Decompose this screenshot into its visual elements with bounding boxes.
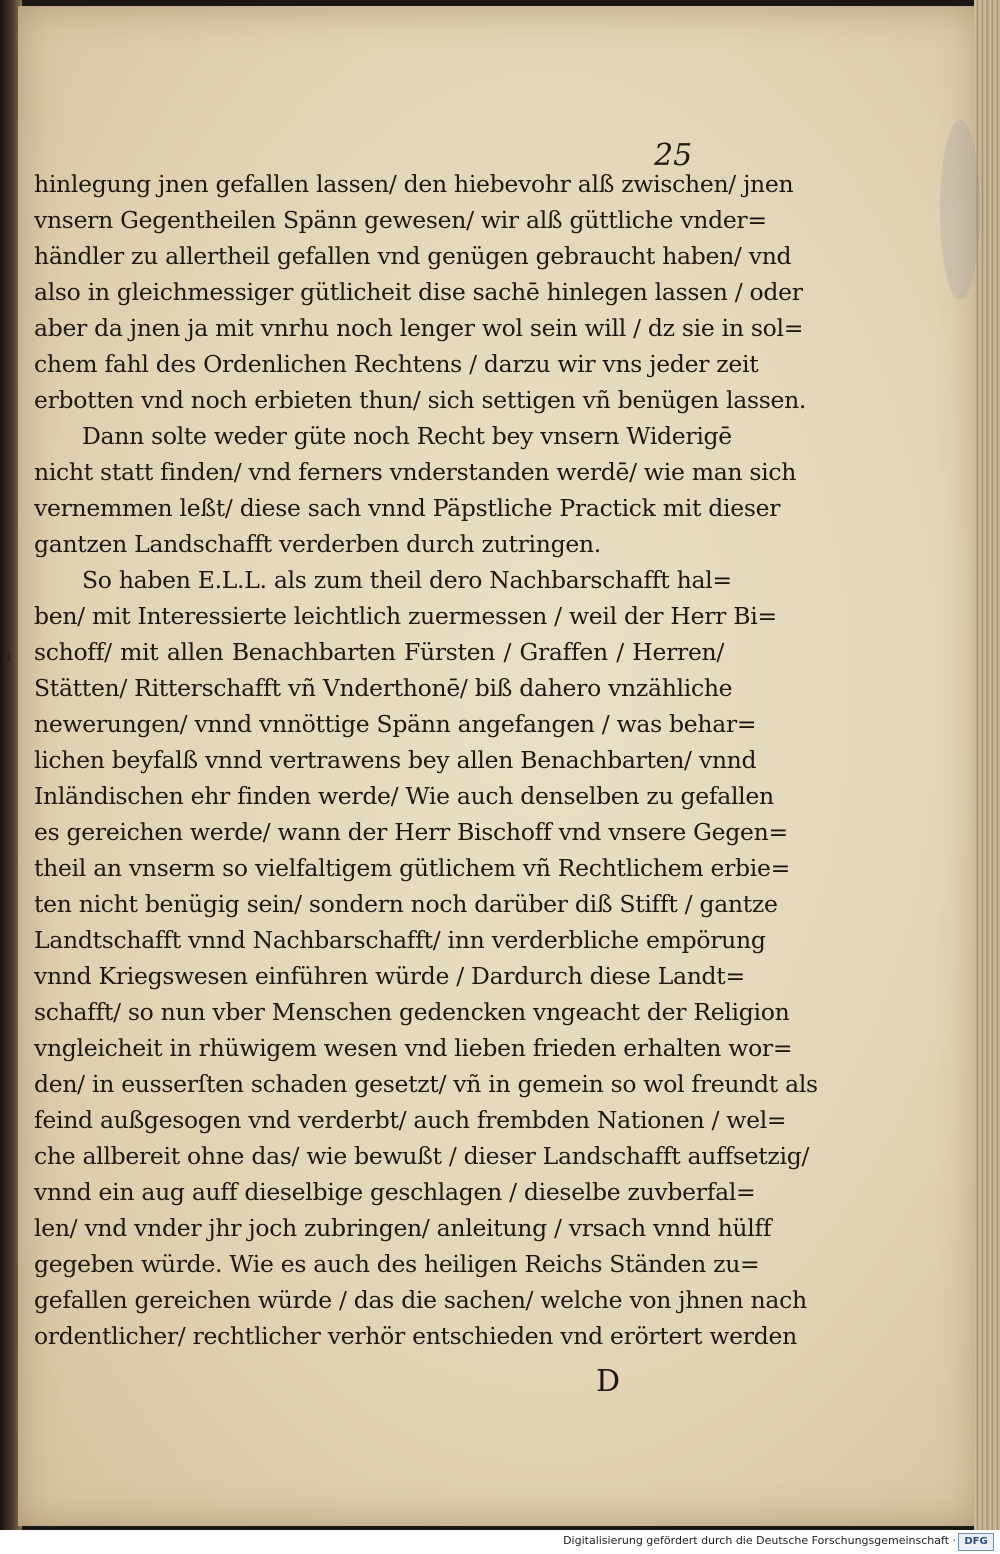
- text-line: feind außgesogen vnd verderbt/ auch frembden Nationen / wel=: [34, 1106, 787, 1134]
- text-line: es gereichen werde/ wann der Herr Bischoff vnd vnsere Gegen=: [34, 818, 788, 846]
- text-line: newerungen/ vnnd vnnöttige Spänn angefangen / was behar=: [34, 710, 757, 738]
- text-line: schafft/ so nun vber Menschen gedencken vngeacht der Religion: [34, 998, 790, 1026]
- text-line: erbotten vnd noch erbieten thun/ sich settigen vñ benügen lassen.: [34, 386, 807, 414]
- text-line: also in gleichmessiger gütlicheit dise sachē hinlegen lassen / oder: [34, 278, 803, 306]
- body-text-continued: [34, 1284, 807, 1364]
- catchword: D: [596, 1364, 621, 1399]
- water-stain: [940, 120, 980, 300]
- text-line: Dann solte weder güte noch Recht bey vnsern Widerigē: [82, 422, 732, 450]
- text-line: Landtschafft vnnd Nachbarschafft/ inn verderbliche empörung: [34, 926, 766, 954]
- text-line: che allbereit ohne das/ wie bewußt / dieser Landschafft auffsetzig/: [34, 1142, 810, 1170]
- text-line: chem fahl des Ordenlichen Rechtens / darzu wir vns jeder zeit: [34, 350, 759, 378]
- funding-credit: Digitalisierung gefördert durch die Deutsche Forschungsgemeinschaft ·: [563, 1534, 956, 1547]
- body-text: [34, 168, 818, 1278]
- text-line: ordentlicher/ rechtlicher verhör entschieden vnd erörtert werden: [34, 1322, 797, 1350]
- left-margin-marks: [2, 640, 16, 704]
- text-line: schoff/ mit allen Benachbarten Fürsten / Graffen / Herren/: [34, 638, 724, 666]
- text-line: Inländischen ehr finden werde/ Wie auch denselben zu gefallen: [34, 782, 774, 810]
- text-line: vngleicheit in rhüwigem wesen vnd lieben frieden erhalten wor=: [34, 1034, 793, 1062]
- text-line: gantzen Landschafft verderben durch zutringen.: [34, 530, 601, 558]
- dfg-logo: DFG: [958, 1533, 994, 1551]
- text-line: hinlegung jnen gefallen lassen/ den hiebevohr alß zwischen/ jnen: [34, 170, 794, 198]
- text-line: aber da jnen ja mit vnrhu noch lenger wol sein will / dz sie in sol=: [34, 314, 804, 342]
- margin-mark: i: [2, 678, 8, 697]
- text-line: nicht statt finden/ vnd ferners vnderstanden werdē/ wie man sich: [34, 458, 797, 486]
- text-line: vnsern Gegentheilen Spänn gewesen/ wir alß güttliche vnder=: [34, 206, 767, 234]
- text-line: vnnd Kriegswesen einführen würde / Dardurch diese Landt=: [34, 962, 745, 990]
- text-line: händler zu allertheil gefallen vnd genügen gebraucht haben/ vnd: [34, 242, 792, 270]
- text-line: len/ vnd vnder jhr joch zubringen/ anleitung / vrsach vnnd hülff: [34, 1214, 772, 1242]
- page-number: 25: [654, 138, 693, 173]
- text-line: gefallen gereichen würde / das die sachen/ welche von jhnen nach: [34, 1286, 807, 1314]
- text-line: lichen beyfalß vnnd vertrawens bey allen Benachbarten/ vnnd: [34, 746, 757, 774]
- text-line: Stätten/ Ritterschafft vñ Vnderthonē/ biß dahero vnzähliche: [34, 674, 733, 702]
- text-line: So haben E.L.L. als zum theil dero Nachbarschafft hal=: [82, 566, 732, 594]
- text-line: den/ in eusserſten schaden gesetzt/ vñ in gemein so wol freundt als: [34, 1070, 818, 1098]
- text-line: ben/ mit Interessierte leichtlich zuermessen / weil der Herr Bi=: [34, 602, 777, 630]
- text-line: ten nicht benügig sein/ sondern noch darüber diß Stifft / gantze: [34, 890, 778, 918]
- footer-bar: [0, 1530, 1000, 1554]
- text-line: vernemmen leßt/ diese sach vnnd Päpstliche Practick mit dieser: [34, 494, 781, 522]
- text-line: gegeben würde. Wie es auch des heiligen Reichs Ständen zu=: [34, 1250, 760, 1278]
- text-line: theil an vnserm so vielfaltigem gütlichem vñ Rechtlichem erbie=: [34, 854, 790, 882]
- text-line: vnnd ein aug auff dieselbige geschlagen / dieselbe zuvberfal=: [34, 1178, 756, 1206]
- margin-mark: a: [2, 646, 12, 665]
